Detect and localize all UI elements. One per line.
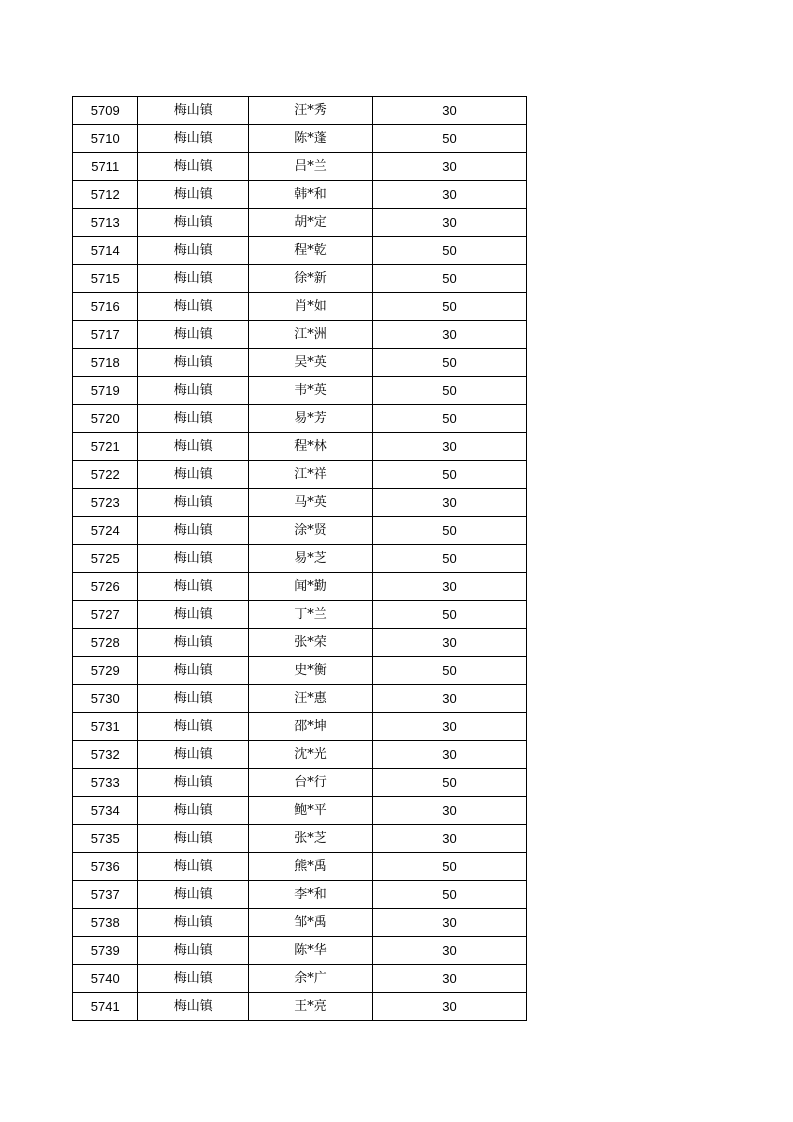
table-row [73,433,527,461]
amount-cell: 50 [372,377,526,405]
row-number-cell: 5740 [73,965,138,993]
table-row [73,517,527,545]
amount-cell: 30 [372,909,526,937]
name-cell: 吕*兰 [249,153,373,181]
row-number-cell: 5736 [73,853,138,881]
row-number-cell: 5734 [73,797,138,825]
table-body [73,97,527,1021]
amount-cell: 30 [372,685,526,713]
amount-cell: 50 [372,769,526,797]
town-cell: 梅山镇 [138,461,249,489]
row-number-cell: 5720 [73,405,138,433]
town-cell: 梅山镇 [138,125,249,153]
amount-cell: 30 [372,209,526,237]
table-row [73,489,527,517]
name-cell: 陈*蓬 [249,125,373,153]
table-row [73,965,527,993]
row-number-cell: 5725 [73,545,138,573]
amount-cell: 30 [372,321,526,349]
town-cell: 梅山镇 [138,797,249,825]
name-cell: 汪*秀 [249,97,373,125]
name-cell: 肖*如 [249,293,373,321]
name-cell: 王*亮 [249,993,373,1021]
row-number-cell: 5731 [73,713,138,741]
amount-cell: 50 [372,461,526,489]
amount-cell: 50 [372,293,526,321]
amount-cell: 30 [372,489,526,517]
table-row [73,377,527,405]
table-row [73,937,527,965]
town-cell: 梅山镇 [138,657,249,685]
row-number-cell: 5738 [73,909,138,937]
name-cell: 张*芝 [249,825,373,853]
amount-cell: 30 [372,993,526,1021]
row-number-cell: 5713 [73,209,138,237]
town-cell: 梅山镇 [138,517,249,545]
table-row [73,993,527,1021]
table-row [73,657,527,685]
name-cell: 程*乾 [249,237,373,265]
town-cell: 梅山镇 [138,405,249,433]
name-cell: 闻*勤 [249,573,373,601]
name-cell: 熊*禹 [249,853,373,881]
name-cell: 韩*和 [249,181,373,209]
row-number-cell: 5735 [73,825,138,853]
town-cell: 梅山镇 [138,377,249,405]
amount-cell: 50 [372,853,526,881]
table-row [73,881,527,909]
town-cell: 梅山镇 [138,993,249,1021]
table-row [73,601,527,629]
town-cell: 梅山镇 [138,881,249,909]
name-cell: 吴*英 [249,349,373,377]
name-cell: 台*行 [249,769,373,797]
table-row [73,321,527,349]
table-row [73,181,527,209]
amount-cell: 50 [372,405,526,433]
name-cell: 易*芳 [249,405,373,433]
row-number-cell: 5721 [73,433,138,461]
town-cell: 梅山镇 [138,741,249,769]
row-number-cell: 5723 [73,489,138,517]
name-cell: 韦*英 [249,377,373,405]
amount-cell: 30 [372,937,526,965]
town-cell: 梅山镇 [138,97,249,125]
amount-cell: 30 [372,825,526,853]
town-cell: 梅山镇 [138,965,249,993]
amount-cell: 50 [372,125,526,153]
name-cell: 徐*新 [249,265,373,293]
amount-cell: 50 [372,545,526,573]
name-cell: 鲍*平 [249,797,373,825]
table-row [73,741,527,769]
table-row [73,797,527,825]
row-number-cell: 5714 [73,237,138,265]
amount-cell: 30 [372,713,526,741]
table-row [73,237,527,265]
table-row [73,685,527,713]
table-row [73,573,527,601]
row-number-cell: 5733 [73,769,138,797]
row-number-cell: 5711 [73,153,138,181]
table-row [73,769,527,797]
table-row [73,125,527,153]
name-cell: 马*英 [249,489,373,517]
name-cell: 邵*坤 [249,713,373,741]
amount-cell: 50 [372,349,526,377]
town-cell: 梅山镇 [138,629,249,657]
row-number-cell: 5719 [73,377,138,405]
amount-cell: 30 [372,573,526,601]
amount-cell: 30 [372,433,526,461]
town-cell: 梅山镇 [138,601,249,629]
town-cell: 梅山镇 [138,237,249,265]
town-cell: 梅山镇 [138,265,249,293]
name-cell: 汪*惠 [249,685,373,713]
row-number-cell: 5730 [73,685,138,713]
town-cell: 梅山镇 [138,181,249,209]
name-cell: 江*祥 [249,461,373,489]
amount-cell: 50 [372,601,526,629]
name-cell: 涂*贤 [249,517,373,545]
town-cell: 梅山镇 [138,209,249,237]
row-number-cell: 5739 [73,937,138,965]
name-cell: 程*林 [249,433,373,461]
name-cell: 邹*禹 [249,909,373,937]
name-cell: 张*荣 [249,629,373,657]
row-number-cell: 5717 [73,321,138,349]
row-number-cell: 5715 [73,265,138,293]
name-cell: 李*和 [249,881,373,909]
town-cell: 梅山镇 [138,489,249,517]
row-number-cell: 5716 [73,293,138,321]
name-cell: 沈*光 [249,741,373,769]
amount-cell: 50 [372,517,526,545]
row-number-cell: 5729 [73,657,138,685]
amount-cell: 30 [372,629,526,657]
table-row [73,153,527,181]
table-row [73,825,527,853]
amount-cell: 50 [372,657,526,685]
town-cell: 梅山镇 [138,349,249,377]
row-number-cell: 5737 [73,881,138,909]
town-cell: 梅山镇 [138,573,249,601]
amount-cell: 50 [372,265,526,293]
table-row [73,97,527,125]
amount-cell: 30 [372,181,526,209]
amount-cell: 50 [372,881,526,909]
town-cell: 梅山镇 [138,685,249,713]
row-number-cell: 5724 [73,517,138,545]
amount-cell: 30 [372,965,526,993]
row-number-cell: 5712 [73,181,138,209]
row-number-cell: 5718 [73,349,138,377]
town-cell: 梅山镇 [138,545,249,573]
table-row [73,853,527,881]
table-row [73,209,527,237]
table-row [73,265,527,293]
town-cell: 梅山镇 [138,937,249,965]
table-row [73,405,527,433]
name-cell: 易*芝 [249,545,373,573]
town-cell: 梅山镇 [138,293,249,321]
table-row [73,349,527,377]
table-row [73,293,527,321]
data-table [72,96,527,1021]
table-row [73,629,527,657]
row-number-cell: 5732 [73,741,138,769]
table-row [73,713,527,741]
amount-cell: 30 [372,97,526,125]
amount-cell: 50 [372,237,526,265]
row-number-cell: 5728 [73,629,138,657]
town-cell: 梅山镇 [138,825,249,853]
town-cell: 梅山镇 [138,713,249,741]
amount-cell: 30 [372,741,526,769]
town-cell: 梅山镇 [138,153,249,181]
amount-cell: 30 [372,797,526,825]
table-row [73,461,527,489]
row-number-cell: 5741 [73,993,138,1021]
name-cell: 史*衡 [249,657,373,685]
town-cell: 梅山镇 [138,909,249,937]
row-number-cell: 5722 [73,461,138,489]
town-cell: 梅山镇 [138,321,249,349]
amount-cell: 30 [372,153,526,181]
row-number-cell: 5709 [73,97,138,125]
row-number-cell: 5727 [73,601,138,629]
table-row [73,909,527,937]
town-cell: 梅山镇 [138,433,249,461]
name-cell: 余*广 [249,965,373,993]
row-number-cell: 5726 [73,573,138,601]
table-row [73,545,527,573]
name-cell: 丁*兰 [249,601,373,629]
town-cell: 梅山镇 [138,853,249,881]
row-number-cell: 5710 [73,125,138,153]
name-cell: 胡*定 [249,209,373,237]
town-cell: 梅山镇 [138,769,249,797]
name-cell: 江*洲 [249,321,373,349]
name-cell: 陈*华 [249,937,373,965]
